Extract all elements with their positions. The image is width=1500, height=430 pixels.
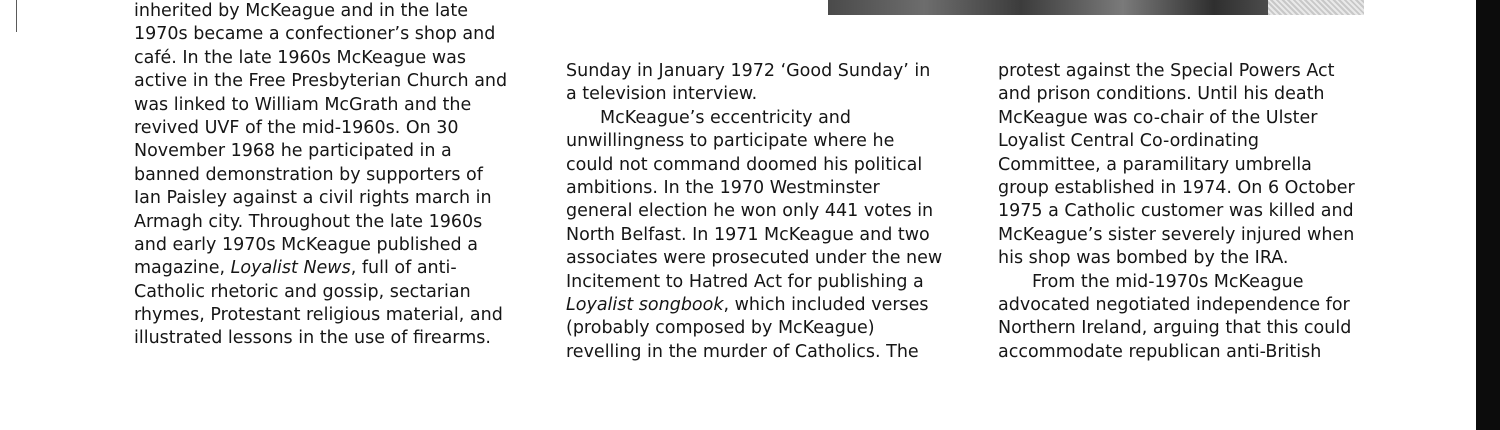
text-line: Incitement to Hatred Act for publishing a: [566, 271, 924, 292]
text-line: a television interview.: [566, 84, 758, 105]
text-line: Armagh city. Throughout the late 1960s: [134, 211, 483, 232]
text-line: Ian Paisley against a civil rights march in: [134, 188, 492, 209]
text-column-1: [134, 0, 507, 351]
text-line: banned demonstration by supporters of: [134, 164, 483, 185]
text-line: rhymes, Protestant religious material, and: [134, 305, 503, 326]
text-line: North Belfast. In 1971 McKeague and two: [566, 224, 930, 245]
text-line: McKeague was co-chair of the Ulster: [998, 107, 1318, 128]
paragraph-start: McKeague’s eccentricity and: [600, 107, 851, 128]
text-line: ambitions. In the 1970 Westminster: [566, 177, 880, 198]
text-column-2: [566, 60, 942, 364]
paragraph-start: From the mid-1970s McKeague: [1032, 271, 1304, 292]
text-line: was linked to William McGrath and the: [134, 94, 472, 115]
text-line: advocated negotiated independence for: [998, 294, 1350, 315]
text-line: inherited by McKeague and in the late: [134, 1, 469, 21]
text-line: Committee, a paramilitary umbrella: [998, 154, 1312, 175]
text-line: [566, 294, 942, 317]
text-run: , which included verses: [723, 294, 929, 315]
text-line: his shop was bombed by the IRA.: [998, 248, 1289, 269]
text-line: protest against the Special Powers Act: [998, 61, 1335, 81]
text-line: group established in 1974. On 6 October: [998, 177, 1355, 198]
photo-fragment-grain: [1268, 0, 1364, 15]
text-line: active in the Free Presbyterian Church and: [134, 71, 508, 92]
text-line: Northern Ireland, arguing that this could: [998, 318, 1352, 339]
text-run: magazine,: [134, 258, 231, 279]
text-line: associates were prosecuted under the new: [566, 248, 943, 269]
text-line: accommodate republican anti-British: [998, 341, 1322, 362]
text-line: café. In the late 1960s McKeague was: [134, 47, 466, 68]
text-line: revelling in the murder of Catholics. The: [566, 341, 919, 362]
text-run: , full of anti-: [350, 258, 457, 279]
text-line: and early 1970s McKeague published a: [134, 234, 478, 255]
text-line: 1970s became a confectioner’s shop and: [134, 24, 496, 45]
text-line: unwillingness to participate where he: [566, 131, 895, 152]
text-line: Sunday in January 1972 ‘Good Sunday’ in: [566, 61, 931, 81]
text-line: could not command doomed his political: [566, 154, 923, 175]
text-line: (probably composed by McKeague): [566, 318, 875, 339]
text-line: [134, 257, 507, 280]
text-line: revived UVF of the mid-1960s. On 30: [134, 117, 459, 138]
text-line: McKeague’s sister severely injured when: [998, 224, 1355, 245]
text-line: general election he won only 441 votes in: [566, 201, 934, 222]
text-line: November 1968 he participated in a: [134, 141, 452, 162]
text-line: 1975 a Catholic customer was killed and: [998, 201, 1354, 222]
text-line: Loyalist Central Co-ordinating: [998, 131, 1259, 152]
text-line: and prison conditions. Until his death: [998, 84, 1325, 105]
publication-title: Loyalist songbook: [566, 294, 724, 315]
text-line: Catholic rhetoric and gossip, sectarian: [134, 281, 471, 302]
scan-edge: [1476, 0, 1500, 430]
publication-title: Loyalist News: [230, 258, 351, 279]
text-line: illustrated lessons in the use of firearms.: [134, 328, 491, 349]
margin-rule: [16, 0, 17, 32]
text-column-3: [998, 60, 1355, 364]
